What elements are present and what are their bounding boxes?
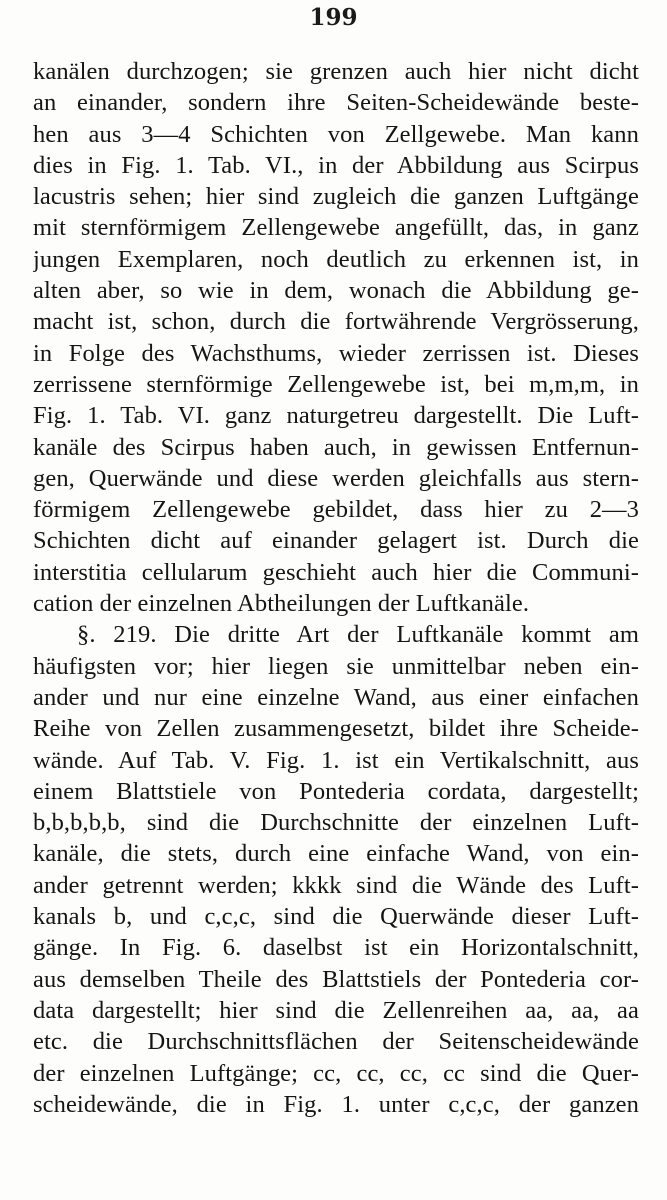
text-line: data dargestellt; hier sind die Zellenreihen aa, aa, aa bbox=[33, 996, 639, 1024]
text-line: interstitia cellularum geschieht auch hier die Communi- bbox=[33, 558, 639, 586]
text-line: zerrissene sternförmige Zellengewebe ist, bei m,m,m, in bbox=[33, 370, 639, 398]
text-line: lacustris sehen; hier sind zugleich die ganzen Luftgänge bbox=[33, 183, 639, 211]
text-line: Fig. 1. Tab. VI. ganz naturgetreu dargestellt. Die Luft- bbox=[33, 402, 639, 430]
text-line: einem Blattstiele von Pontederia cordata, dargestellt; bbox=[33, 777, 639, 805]
text-line: Reihe von Zellen zusammengesetzt, bildet ihre Scheide- bbox=[33, 715, 639, 743]
text-line: kanäle des Scirpus haben auch, in gewissen Entfernun- bbox=[33, 433, 639, 461]
text-line: an einander, sondern ihre Seiten-Scheidewände beste- bbox=[33, 89, 639, 117]
text-line: jungen Exemplaren, noch deutlich zu erkennen ist, in bbox=[33, 245, 639, 273]
text-line: in Folge des Wachsthums, wieder zerrissen ist. Dieses bbox=[33, 339, 639, 367]
page-number: 199 bbox=[309, 4, 358, 31]
text-line: etc. die Durchschnittsflächen der Seitenscheidewände bbox=[33, 1028, 639, 1056]
text-line: wände. Auf Tab. V. Fig. 1. ist ein Vertikalschnitt, aus bbox=[33, 746, 639, 774]
text-line: häufigsten vor; hier liegen sie unmittelbar neben ein- bbox=[33, 652, 639, 680]
text-line: gen, Querwände und diese werden gleichfalls aus stern- bbox=[33, 464, 639, 492]
text-line: scheidewände, die in Fig. 1. unter c,c,c, der ganzen bbox=[33, 1090, 639, 1118]
text-line: dies in Fig. 1. Tab. VI., in der Abbildung aus Scirpus bbox=[33, 151, 639, 179]
text-line: kanals b, und c,c,c, sind die Querwände dieser Luft- bbox=[33, 903, 639, 931]
text-line: b,b,b,b,b, sind die Durchschnitte der einzelnen Luft- bbox=[33, 809, 639, 837]
paragraph-end-line: cation der einzelnen Abtheilungen der Luftkanäle. bbox=[33, 590, 530, 618]
text-line: ander getrennt werden; kkkk sind die Wände des Luft- bbox=[33, 871, 639, 899]
section-heading-line: §. 219. Die dritte Art der Luftkanäle kommt am bbox=[77, 621, 639, 649]
text-line: mit sternförmigem Zellengewebe angefüllt, das, in ganz bbox=[33, 214, 639, 242]
text-line: Schichten dicht auf einander gelagert ist. Durch die bbox=[33, 527, 639, 555]
text-line: förmigem Zellengewebe gebildet, dass hier zu 2—3 bbox=[33, 496, 639, 524]
text-line: alten aber, so wie in dem, wonach die Abbildung ge- bbox=[33, 277, 639, 305]
text-line: kanälen durchzogen; sie grenzen auch hier nicht dicht bbox=[33, 58, 639, 85]
text-line: kanäle, die stets, durch eine einfache Wand, von ein- bbox=[33, 840, 639, 868]
text-line: ander und nur eine einzelne Wand, aus einer einfachen bbox=[33, 683, 639, 711]
text-line: gänge. In Fig. 6. daselbst ist ein Horizontalschnitt, bbox=[33, 934, 639, 962]
text-line: der einzelnen Luftgänge; cc, cc, cc, cc sind die Quer- bbox=[33, 1059, 639, 1087]
text-line: aus demselben Theile des Blattstiels der Pontederia cor- bbox=[33, 965, 639, 993]
text-line: macht ist, schon, durch die fortwährende Vergrösserung, bbox=[33, 308, 639, 336]
text-line: hen aus 3—4 Schichten von Zellgewebe. Man kann bbox=[33, 120, 639, 148]
body-text bbox=[33, 56, 639, 1120]
